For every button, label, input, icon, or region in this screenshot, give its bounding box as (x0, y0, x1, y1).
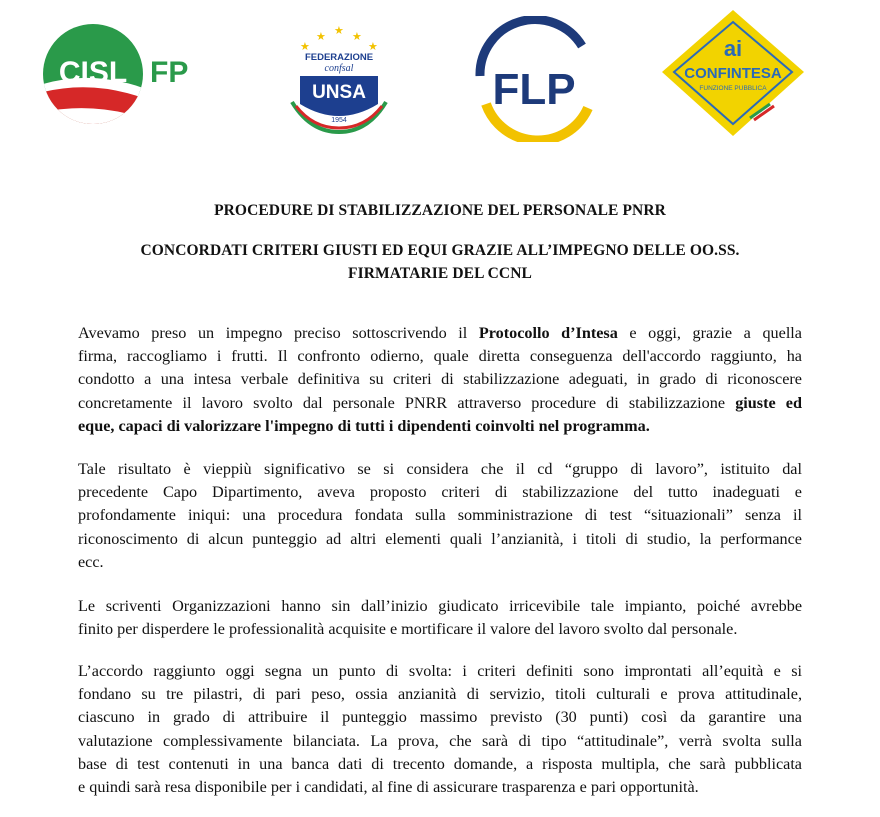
confintesa-sub: FUNZIONE PUBBLICA (699, 85, 767, 92)
unsa-year: 1954 (331, 117, 347, 124)
paragraph-4 (78, 660, 802, 799)
svg-text:★: ★ (316, 31, 326, 43)
svg-text:★: ★ (368, 41, 378, 53)
flp-logo (470, 16, 600, 142)
confintesa-logo (660, 8, 806, 138)
svg-text:★: ★ (352, 31, 362, 43)
flp-text: FLP (492, 65, 576, 114)
cisl-fp-logo (38, 22, 208, 132)
paragraph-line (78, 415, 802, 438)
eque-emphasis: eque, capaci di valorizzare l'impegno di tutti i dipendenti coinvolti nel programma. (78, 416, 650, 435)
paragraph-line: finito per disperdere le professionalità acquisite e mortificare il valore del lavoro svolto dal personale. (78, 620, 738, 639)
confintesa-mark: ai (723, 36, 743, 61)
unsa-logo (280, 20, 398, 138)
paragraph-line: ciascuno in grado di attribuire il punteggio massimo previsto (30 punti) così da garantire una (78, 708, 802, 727)
paragraph-line: Le scriventi Organizzazioni hanno sin dall’inizio giudicato irricevibile tale impianto, poiché avrebbe (78, 597, 802, 615)
paragraph-1 (78, 322, 802, 438)
giuste-emphasis: giuste ed (735, 393, 802, 412)
protocollo-emphasis: Protocollo d’Intesa (478, 324, 618, 342)
document-title: PROCEDURE DI STABILIZZAZIONE DEL PERSONALE PNRR (214, 202, 666, 219)
fp-text: FP (150, 56, 189, 89)
paragraph-line: fondano su tre pilastri, di pari peso, ossia anzianità di servizio, titoli culturali e prova attitudinale, (78, 685, 802, 704)
confintesa-name: CONFINTESA (684, 65, 782, 82)
document-subtitle-line2: FIRMATARIE DEL CCNL (348, 265, 532, 282)
paragraph-line: ecc. (78, 552, 104, 571)
paragraph-line: riconoscimento di alcun punteggio ad altri elementi quali l’anzianità, i titoli di studio, la performance (78, 529, 802, 548)
paragraph-line: firma, raccogliamo i frutti. Il confronto odierno, quale diretta conseguenza dell'accordo raggiunto, ha (78, 347, 802, 366)
paragraph-line: concretamente il lavoro svolto dal personale PNRR attraverso procedure di stabilizzazione giuste ed (78, 393, 802, 412)
paragraph-line: Avevamo preso un impegno preciso sottoscrivendo il Protocollo d’Intesa e oggi, grazie a quella (78, 324, 802, 342)
svg-text:★: ★ (300, 41, 310, 53)
unsa-confsal-text: confsal (324, 63, 354, 74)
paragraph-line: profondamente iniqui: una procedura fondata sulla somministrazione di test “situazionali” senza il (78, 506, 802, 525)
paragraph-line: Tale risultato è vieppiù significativo se si considera che il cd “gruppo di lavoro”, istituito dal (78, 460, 802, 478)
paragraph-line: e quindi sarà resa disponibile per i candidati, al fine di assicurare trasparenza e pari opportunità. (78, 778, 699, 797)
paragraph-line: valutazione complessivamente bilanciata. La prova, che sarà di tipo “attitudinale”, verrà svolta sulla (78, 731, 802, 750)
document-subtitle-line1: CONCORDATI CRITERI GIUSTI ED EQUI GRAZIE ALL’IMPEGNO DELLE OO.SS. (140, 242, 740, 259)
cisl-text: CISL (58, 56, 128, 89)
unsa-federazione-text: FEDERAZIONE (304, 52, 374, 63)
paragraph-line: base di test contenuti in una banca dati di trecento domande, a risposta multipla, che sarà pubblicata (78, 754, 802, 773)
paragraph-line: precedente Capo Dipartimento, aveva proposto criteri di stabilizzazione del tutto inadeguati e (78, 483, 802, 502)
unsa-text: UNSA (312, 82, 366, 103)
svg-text:★: ★ (334, 25, 344, 37)
logo-bar (0, 0, 880, 150)
paragraph-line: L’accordo raggiunto oggi segna un punto di svolta: i criteri definiti sono improntati all’equità e si (78, 662, 802, 680)
paragraph-line: condotto a una intesa verbale definitiva su criteri di stabilizzazione adeguati, in grado di riconoscere (78, 370, 802, 389)
paragraph-2 (78, 458, 802, 574)
paragraph-3 (78, 595, 802, 641)
